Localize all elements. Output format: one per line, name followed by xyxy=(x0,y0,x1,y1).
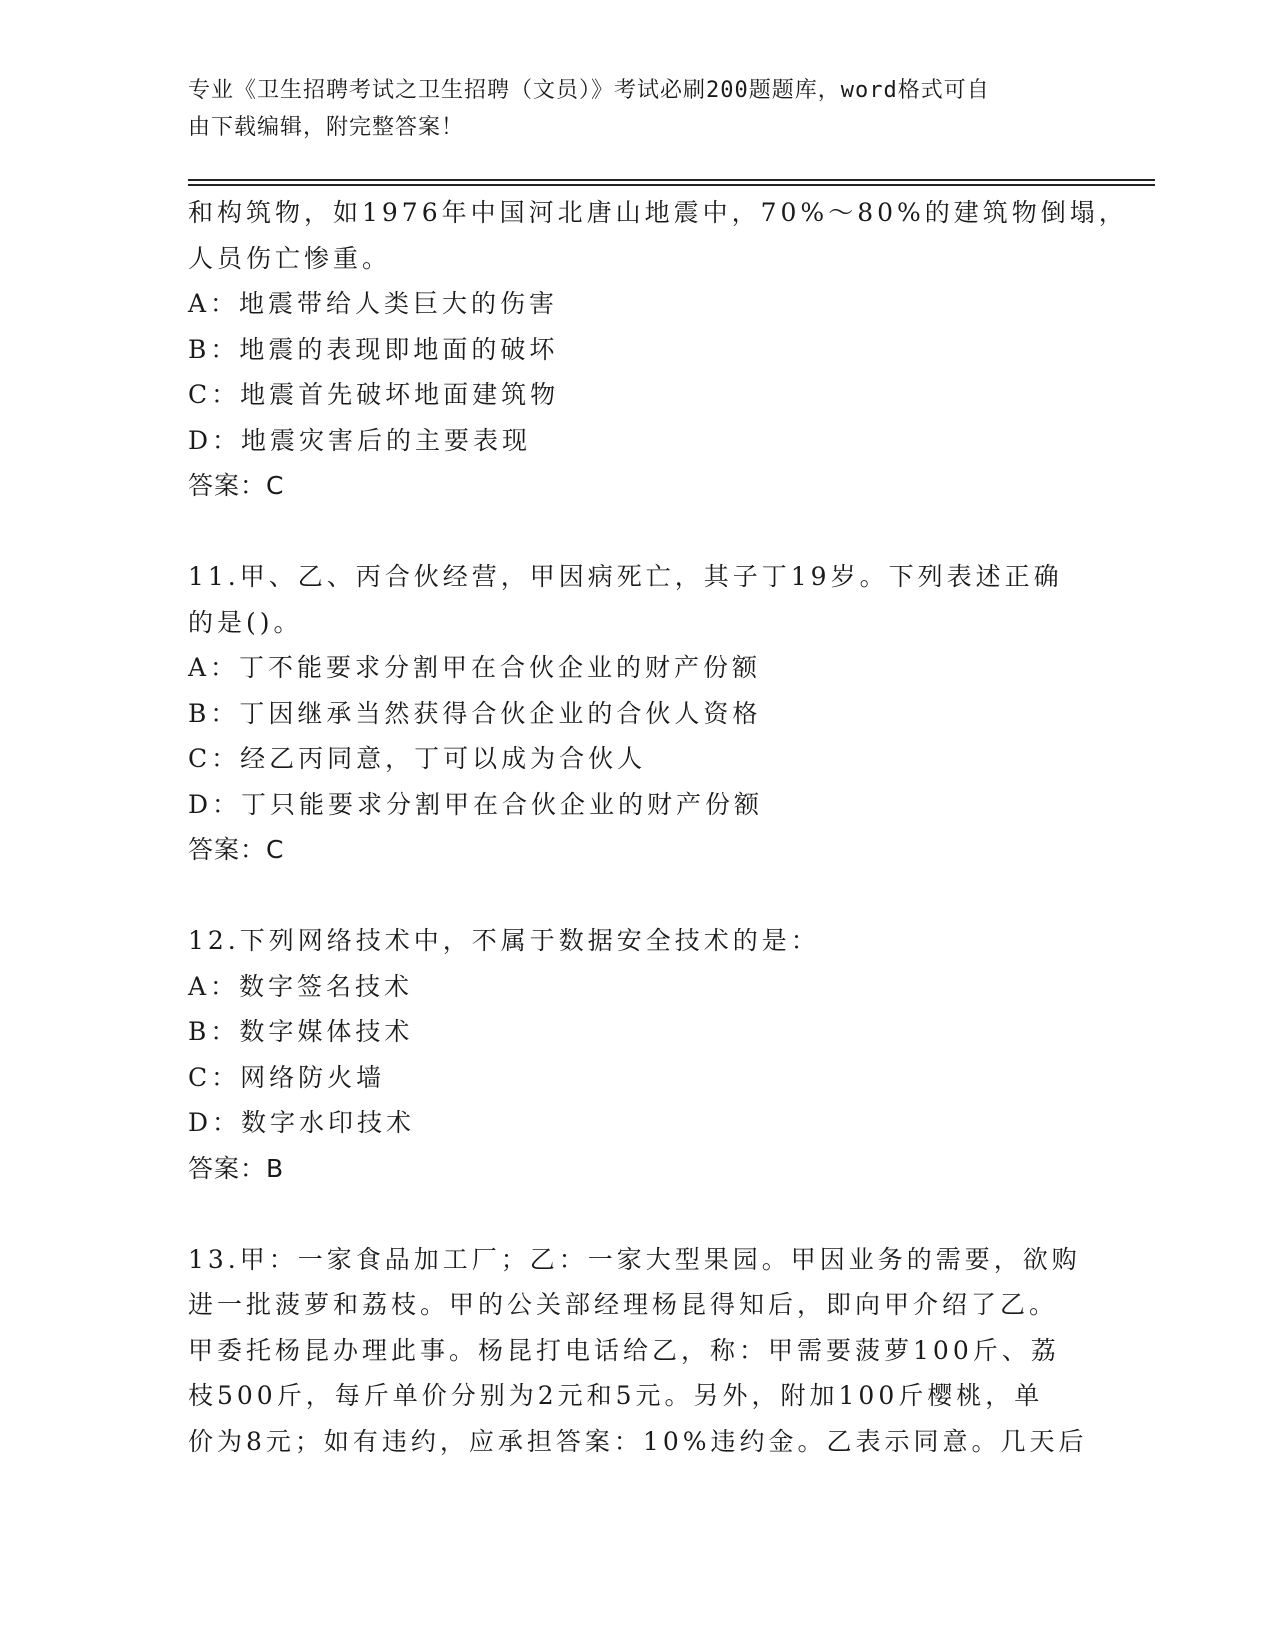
spacer xyxy=(188,1191,1088,1237)
header-title-line-2: 由下载编辑，附完整答案！ xyxy=(188,115,465,140)
q12-option-b: B：数字媒体技术 xyxy=(188,1017,414,1046)
q10-option-d: D：地震灾害后的主要表现 xyxy=(188,425,532,455)
q11-option-a: A：丁不能要求分割甲在合伙企业的财产份额 xyxy=(188,653,762,682)
header-divider-bottom xyxy=(188,184,1155,186)
q10-text-line: 人员伤亡惨重。 xyxy=(188,243,392,273)
q12-option-d: D：数字水印技术 xyxy=(188,1108,416,1137)
spacer xyxy=(188,509,1088,555)
q12-option-c: C：网络防火墙 xyxy=(188,1062,386,1092)
q10-option-b: B：地震的表现即地面的破坏 xyxy=(188,334,559,364)
q10-text-line: 和构筑物，如1976年中国河北唐山地震中，70%～80%的建筑物倒塌， xyxy=(188,198,1128,227)
q13-text-line: 进一批菠萝和荔枝。甲的公关部经理杨昆得知后，即向甲介绍了乙。 xyxy=(188,1290,1059,1319)
q13-text-line: 13.甲：一家食品加工厂；乙：一家大型果园。甲因业务的需要，欲购 xyxy=(188,1244,1081,1274)
q11-text-line: 11.甲、乙、丙合伙经营，甲因病死亡，其子丁19岁。下列表述正确 xyxy=(188,562,1063,591)
header-title-line-1: 专业《卫生招聘考试之卫生招聘（文员）》考试必刷200题题库，word格式可自 xyxy=(188,78,990,103)
header-divider-top xyxy=(188,179,1155,181)
document-header xyxy=(188,72,1068,146)
question-body xyxy=(188,190,1128,1464)
q11-text-line: 的是()。 xyxy=(188,607,303,637)
q10-option-c: C：地震首先破坏地面建筑物 xyxy=(188,380,560,409)
q12-text-line: 12.下列网络技术中，不属于数据安全技术的是： xyxy=(188,926,820,955)
q10-option-a: A：地震带给人类巨大的伤害 xyxy=(188,289,559,318)
q11-option-d: D：丁只能要求分割甲在合伙企业的财产份额 xyxy=(188,789,764,819)
q13-text-line: 甲委托杨昆办理此事。杨昆打电话给乙，称：甲需要菠萝100斤、荔 xyxy=(188,1335,1060,1365)
q11-answer: 答案：C xyxy=(188,835,285,864)
q10-answer: 答案：C xyxy=(188,471,285,500)
q12-answer: 答案：B xyxy=(188,1153,285,1183)
spacer xyxy=(188,873,1088,919)
q11-option-c: C：经乙丙同意，丁可以成为合伙人 xyxy=(188,744,647,773)
q13-text-line: 价为8元；如有违约，应承担答案：10%违约金。乙表示同意。几天后 xyxy=(188,1426,1088,1456)
q13-text-line: 枝500斤，每斤单价分别为2元和5元。另外，附加100斤樱桃，单 xyxy=(188,1381,1044,1410)
q11-option-b: B：丁因继承当然获得合伙企业的合伙人资格 xyxy=(188,698,762,728)
q12-option-a: A：数字签名技术 xyxy=(188,971,414,1001)
